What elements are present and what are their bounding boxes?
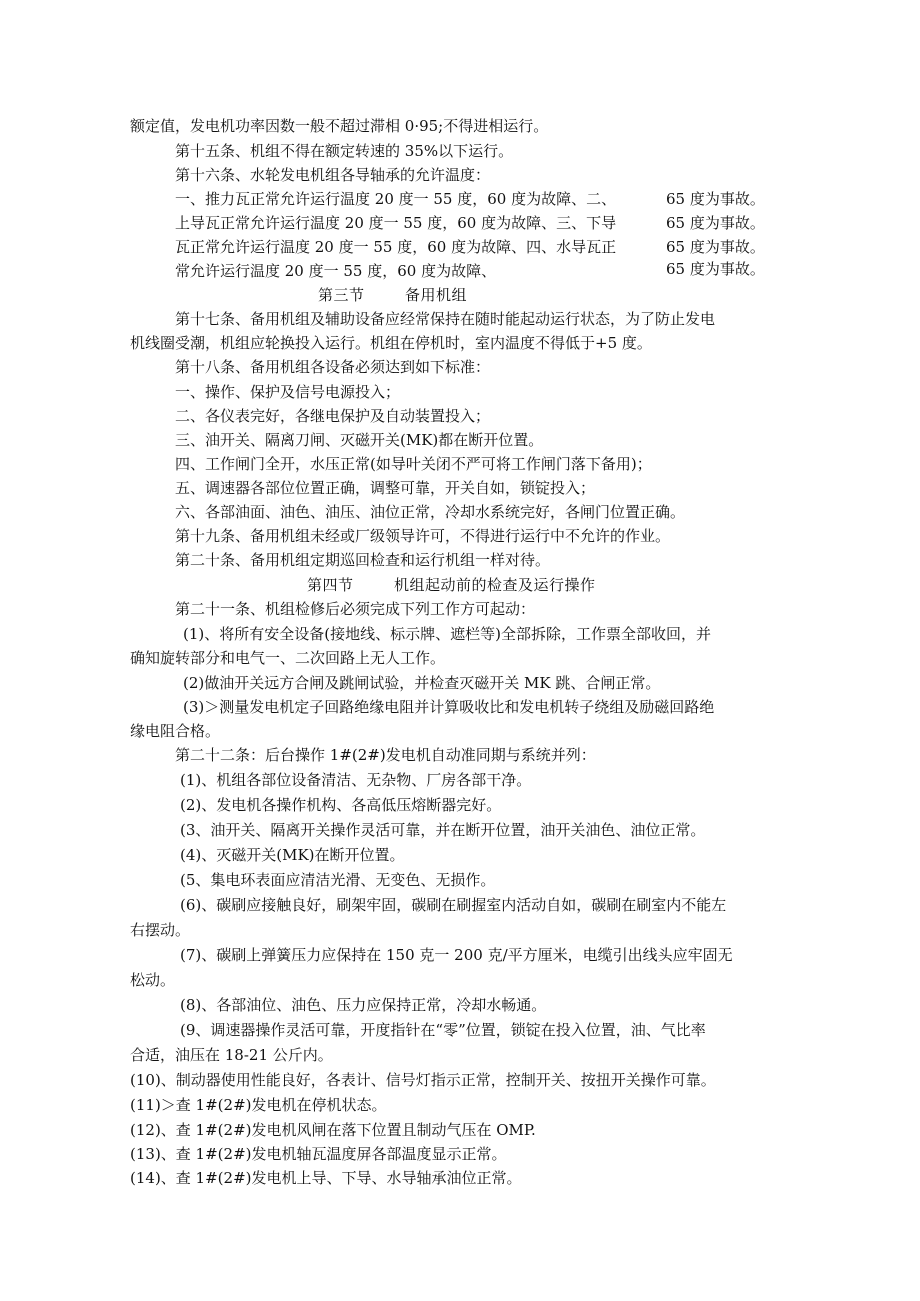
text-line: (14)、查 1#(2#)发电机上导、下导、水导轴承油位正常。 [130, 1169, 522, 1187]
text-line: 一、推力瓦正常允许运行温度 20 度一 55 度，60 度为故障、二、 [175, 190, 617, 208]
text-line: 二、各仪表完好，各继电保护及自动装置投入； [175, 407, 491, 425]
text-line: 第十八条、备用机组各设备必须达到如下标准： [175, 358, 491, 376]
text-line: (1)、机组各部位设备清洁、无杂物、厂房各部干净。 [180, 771, 532, 789]
text-line: (4)、灭磁开关(MK)在断开位置。 [180, 846, 405, 864]
text-line: 第十五条、机组不得在额定转速的 35%以下运行。 [175, 142, 514, 160]
text-line: (3、油开关、隔离开关操作灵活可靠，并在断开位置，油开关油色、油位正常。 [180, 821, 706, 839]
text-line: (9、调速器操作灵活可靠，开度指针在“零”位置，锁锭在投入位置，油、气比率 [180, 1021, 706, 1039]
side-note: 65 度为事故。 [666, 260, 765, 278]
text-line: 六、各部油面、油色、油压、油位正常，冷却水系统完好，各闸门位置正确。 [175, 503, 686, 521]
text-line: (13)、查 1#(2#)发电机轴瓦温度屏各部温度显示正常。 [130, 1145, 507, 1163]
text-line: 额定值，发电机功率因数一般不超过滞相 0·95;不得进相运行。 [130, 117, 549, 135]
text-line: 第二十一条、机组检修后必须完成下列工作方可起动： [175, 600, 536, 618]
text-line: 缘电阻合格。 [130, 722, 221, 740]
side-note: 65 度为事故。 [666, 214, 765, 232]
text-line: 三、油开关、隔离刀闸、灭磁开关(MK)都在断开位置。 [175, 431, 544, 449]
text-line: (5、集电环表面应清洁光滑、无变色、无损作。 [180, 871, 496, 889]
text-line: 第十七条、备用机组及辅助设备应经常保持在随时能起动运行状态，为了防止发电 [175, 310, 716, 328]
text-line: 合适，油压在 18-21 公斤内。 [130, 1046, 333, 1064]
text-line: 确知旋转部分和电气一、二次回路上无人工作。 [130, 649, 446, 667]
side-note: 65 度为事故。 [666, 190, 765, 208]
text-line: 第二十条、备用机组定期巡回检查和运行机组一样对待。 [175, 551, 551, 569]
text-line: (2)做油开关远方合闸及跳闸试验，并检查灭磁开关 MK 跳、合闸正常。 [183, 674, 661, 692]
text-line: (3)＞测量发电机定子回路绝缘电阻并计算吸收比和发电机转子绕组及励磁回路绝 [183, 698, 715, 716]
text-line: 松动。 [130, 971, 176, 989]
text-line: (1)、将所有安全设备(接地线、标示牌、遮栏等)全部拆除，工作票全部收回，并 [183, 625, 711, 643]
section-number: 第四节 [307, 576, 354, 594]
text-line: 第二十二条：后台操作 1#(2#)发电机自动准同期与系统并列： [175, 746, 596, 764]
text-line: 一、操作、保护及信号电源投入； [175, 383, 401, 401]
text-line: (12)、查 1#(2#)发电机风闸在落下位置且制动气压在 OMP. [130, 1121, 536, 1139]
text-line: (11)＞查 1#(2#)发电机在停机状态。 [130, 1096, 387, 1114]
side-note: 65 度为事故。 [666, 238, 765, 256]
text-line: 第十九条、备用机组未经或厂级领导许可，不得进行运行中不允许的作业。 [175, 527, 671, 545]
text-line: (10)、制动器使用性能良好，各表计、信号灯指示正常，控制开关、按扭开关操作可靠。 [130, 1071, 716, 1089]
text-line: 第十六条、水轮发电机组各导轴承的允许温度： [175, 166, 491, 184]
text-line: 五、调速器各部位位置正确，调整可靠，开关自如，锁锭投入； [175, 479, 596, 497]
section-title: 备用机组 [405, 286, 468, 304]
text-line: 常允许运行温度 20 度一 55 度，60 度为故障、 [175, 262, 497, 280]
section-number: 第三节 [318, 286, 365, 304]
text-line: (2)、发电机各操作机构、各高低压熔断器完好。 [180, 796, 502, 814]
text-line: 右摆动。 [130, 921, 191, 939]
section-title: 机组起动前的检查及运行操作 [394, 576, 596, 594]
text-line: (7)、碳刷上弹簧压力应保持在 150 克一 200 克/平方厘米，电缆引出线头应牢固无 [180, 946, 733, 964]
text-line: 机线圈受潮，机组应轮换投入运行。机组在停机时，室内温度不得低于+5 度。 [130, 334, 652, 352]
text-line: (6)、碳刷应接触良好，刷架牢固，碳刷在刷握室内活动自如，碳刷在刷室内不能左 [180, 896, 727, 914]
text-line: 上导瓦正常允许运行温度 20 度一 55 度，60 度为故障、三、下导 [175, 214, 617, 232]
text-line: (8)、各部油位、油色、压力应保持正常，冷却水畅通。 [180, 996, 547, 1014]
text-line: 四、工作闸门全开，水压正常(如导叶关闭不严可将工作闸门落下备用)； [175, 455, 652, 473]
text-line: 瓦正常允许运行温度 20 度一 55 度，60 度为故障、四、水导瓦正 [175, 238, 617, 256]
